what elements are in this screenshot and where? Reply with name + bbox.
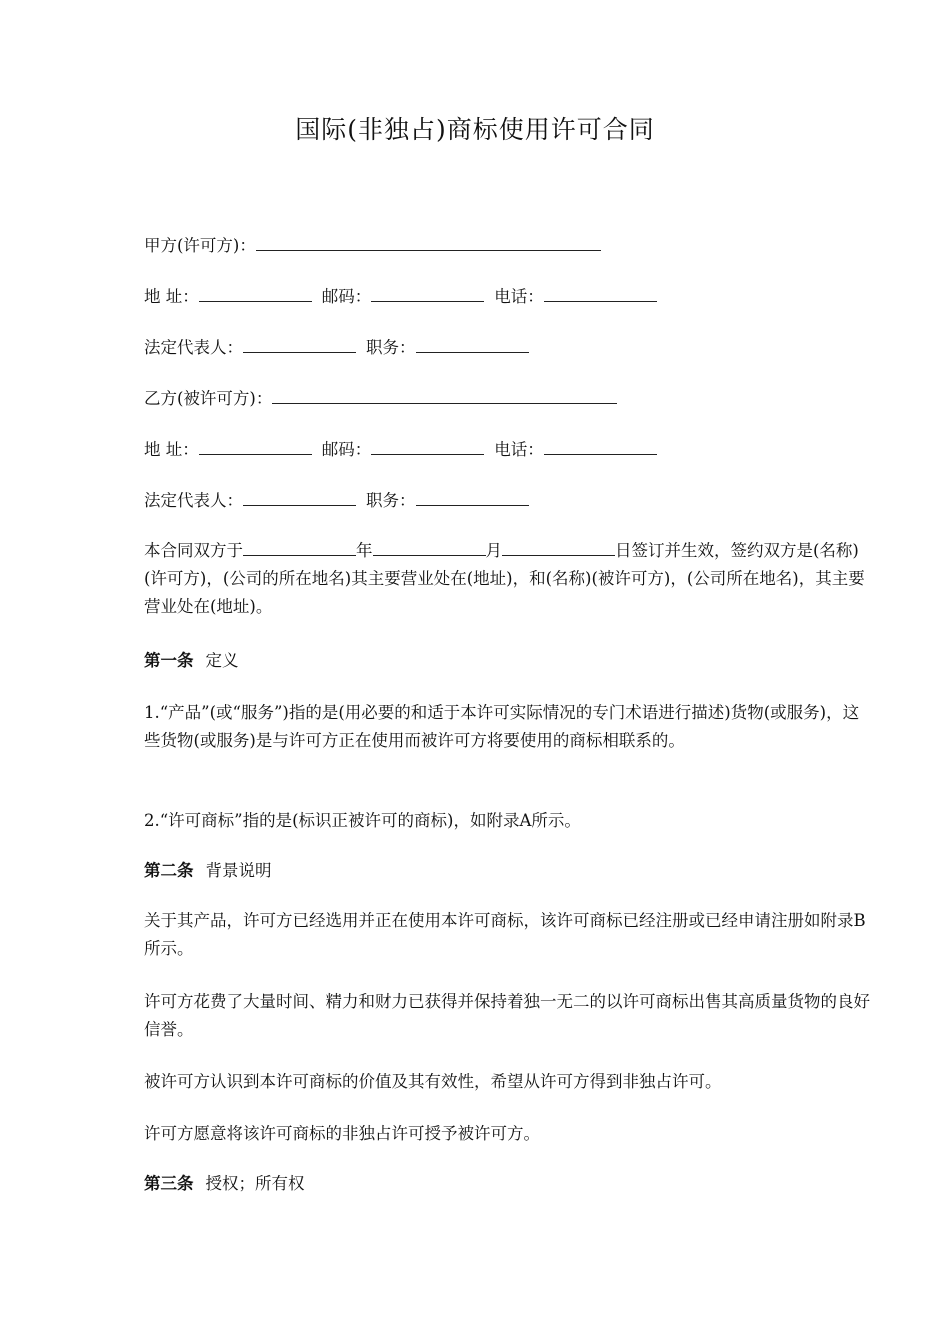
party-b-name-blank (272, 385, 617, 404)
article-1-paragraph-2: 2.“许可商标”指的是(标识正被许可的商标)，如附录A所示。 (144, 811, 581, 830)
party-a-name-blank (256, 232, 601, 251)
party-a-contact-line (144, 283, 657, 311)
party-a-rep-blank (243, 334, 356, 353)
party-b-rep-label: 法定代表人： (144, 491, 243, 510)
article-1-title: 定义 (205, 651, 239, 670)
article-2-paragraph-4: 许可方愿意将该许可商标的非独占许可授予被许可方。 (144, 1124, 540, 1143)
party-a-rep-label: 法定代表人： (144, 338, 243, 357)
party-b-rep-blank (243, 487, 356, 506)
intro-prefix: 本合同双方于 (144, 541, 243, 560)
party-a-label: 甲方(许可方)： (144, 236, 256, 255)
party-b-position-blank (416, 487, 529, 506)
document-title: 国际(非独占)商标使用许可合同 (295, 115, 655, 144)
party-b-contact-line (144, 436, 657, 464)
party-a-phone-blank (544, 283, 657, 302)
party-a-line (144, 232, 601, 260)
party-b-address-blank (199, 436, 312, 455)
party-b-line (144, 385, 617, 413)
party-b-postcode-blank (371, 436, 484, 455)
party-b-address-label: 地 址： (144, 440, 199, 459)
party-b-phone-label: 电话： (494, 440, 544, 459)
intro-rest: 日签订并生效，签约双方是(名称)(许可方)，(公司的所在地名)其主要营业处在(地址)，和(名称)(被许可方)，(公司所在地名)，其主要营业处在(地址)。 (144, 541, 865, 616)
party-a-address-blank (199, 283, 312, 302)
article-2-title: 背景说明 (205, 861, 272, 880)
article-1-paragraph-1: 1.“产品”(或“服务”)指的是(用必要的和适于本许可实际情况的专门术语进行描述)货物(或服务)，这些货物(或服务)是与许可方正在使用而被许可方将要使用的商标相联系的。 (144, 703, 860, 750)
article-2-number: 第二条 (144, 861, 194, 880)
article-1-heading (144, 647, 239, 675)
article-2-heading (144, 857, 272, 885)
party-a-address-label: 地 址： (144, 287, 199, 306)
party-b-position-label: 职务： (366, 491, 416, 510)
party-a-position-blank (416, 334, 529, 353)
intro-day-blank (502, 537, 615, 556)
party-b-phone-blank (544, 436, 657, 455)
party-a-postcode-blank (371, 283, 484, 302)
party-a-rep-line (144, 334, 529, 362)
intro-year-blank (243, 537, 356, 556)
party-b-postcode-label: 邮码： (321, 440, 372, 459)
article-1-number: 第一条 (144, 651, 194, 670)
article-3-number: 第三条 (144, 1174, 194, 1193)
article-2-paragraph-3: 被许可方认识到本许可商标的价值及其有效性，希望从许可方得到非独占许可。 (144, 1072, 722, 1091)
party-a-position-label: 职务： (366, 338, 416, 357)
article-3-heading (144, 1170, 305, 1198)
party-a-phone-label: 电话： (494, 287, 544, 306)
intro-year-label: 年 (356, 541, 373, 560)
party-b-rep-line (144, 487, 529, 515)
intro-paragraph (144, 537, 874, 621)
article-3-title: 授权；所有权 (205, 1174, 305, 1193)
article-2-paragraph-1: 关于其产品，许可方已经选用并正在使用本许可商标，该许可商标已经注册或已经申请注册如附录B所示。 (144, 911, 866, 958)
article-2-paragraph-2: 许可方花费了大量时间、精力和财力已获得并保持着独一无二的以许可商标出售其高质量货物的良好信誉。 (144, 992, 870, 1039)
intro-month-blank (373, 537, 486, 556)
party-b-label: 乙方(被许可方)： (144, 389, 273, 408)
intro-month-label: 月 (485, 541, 502, 560)
party-a-postcode-label: 邮码： (321, 287, 372, 306)
